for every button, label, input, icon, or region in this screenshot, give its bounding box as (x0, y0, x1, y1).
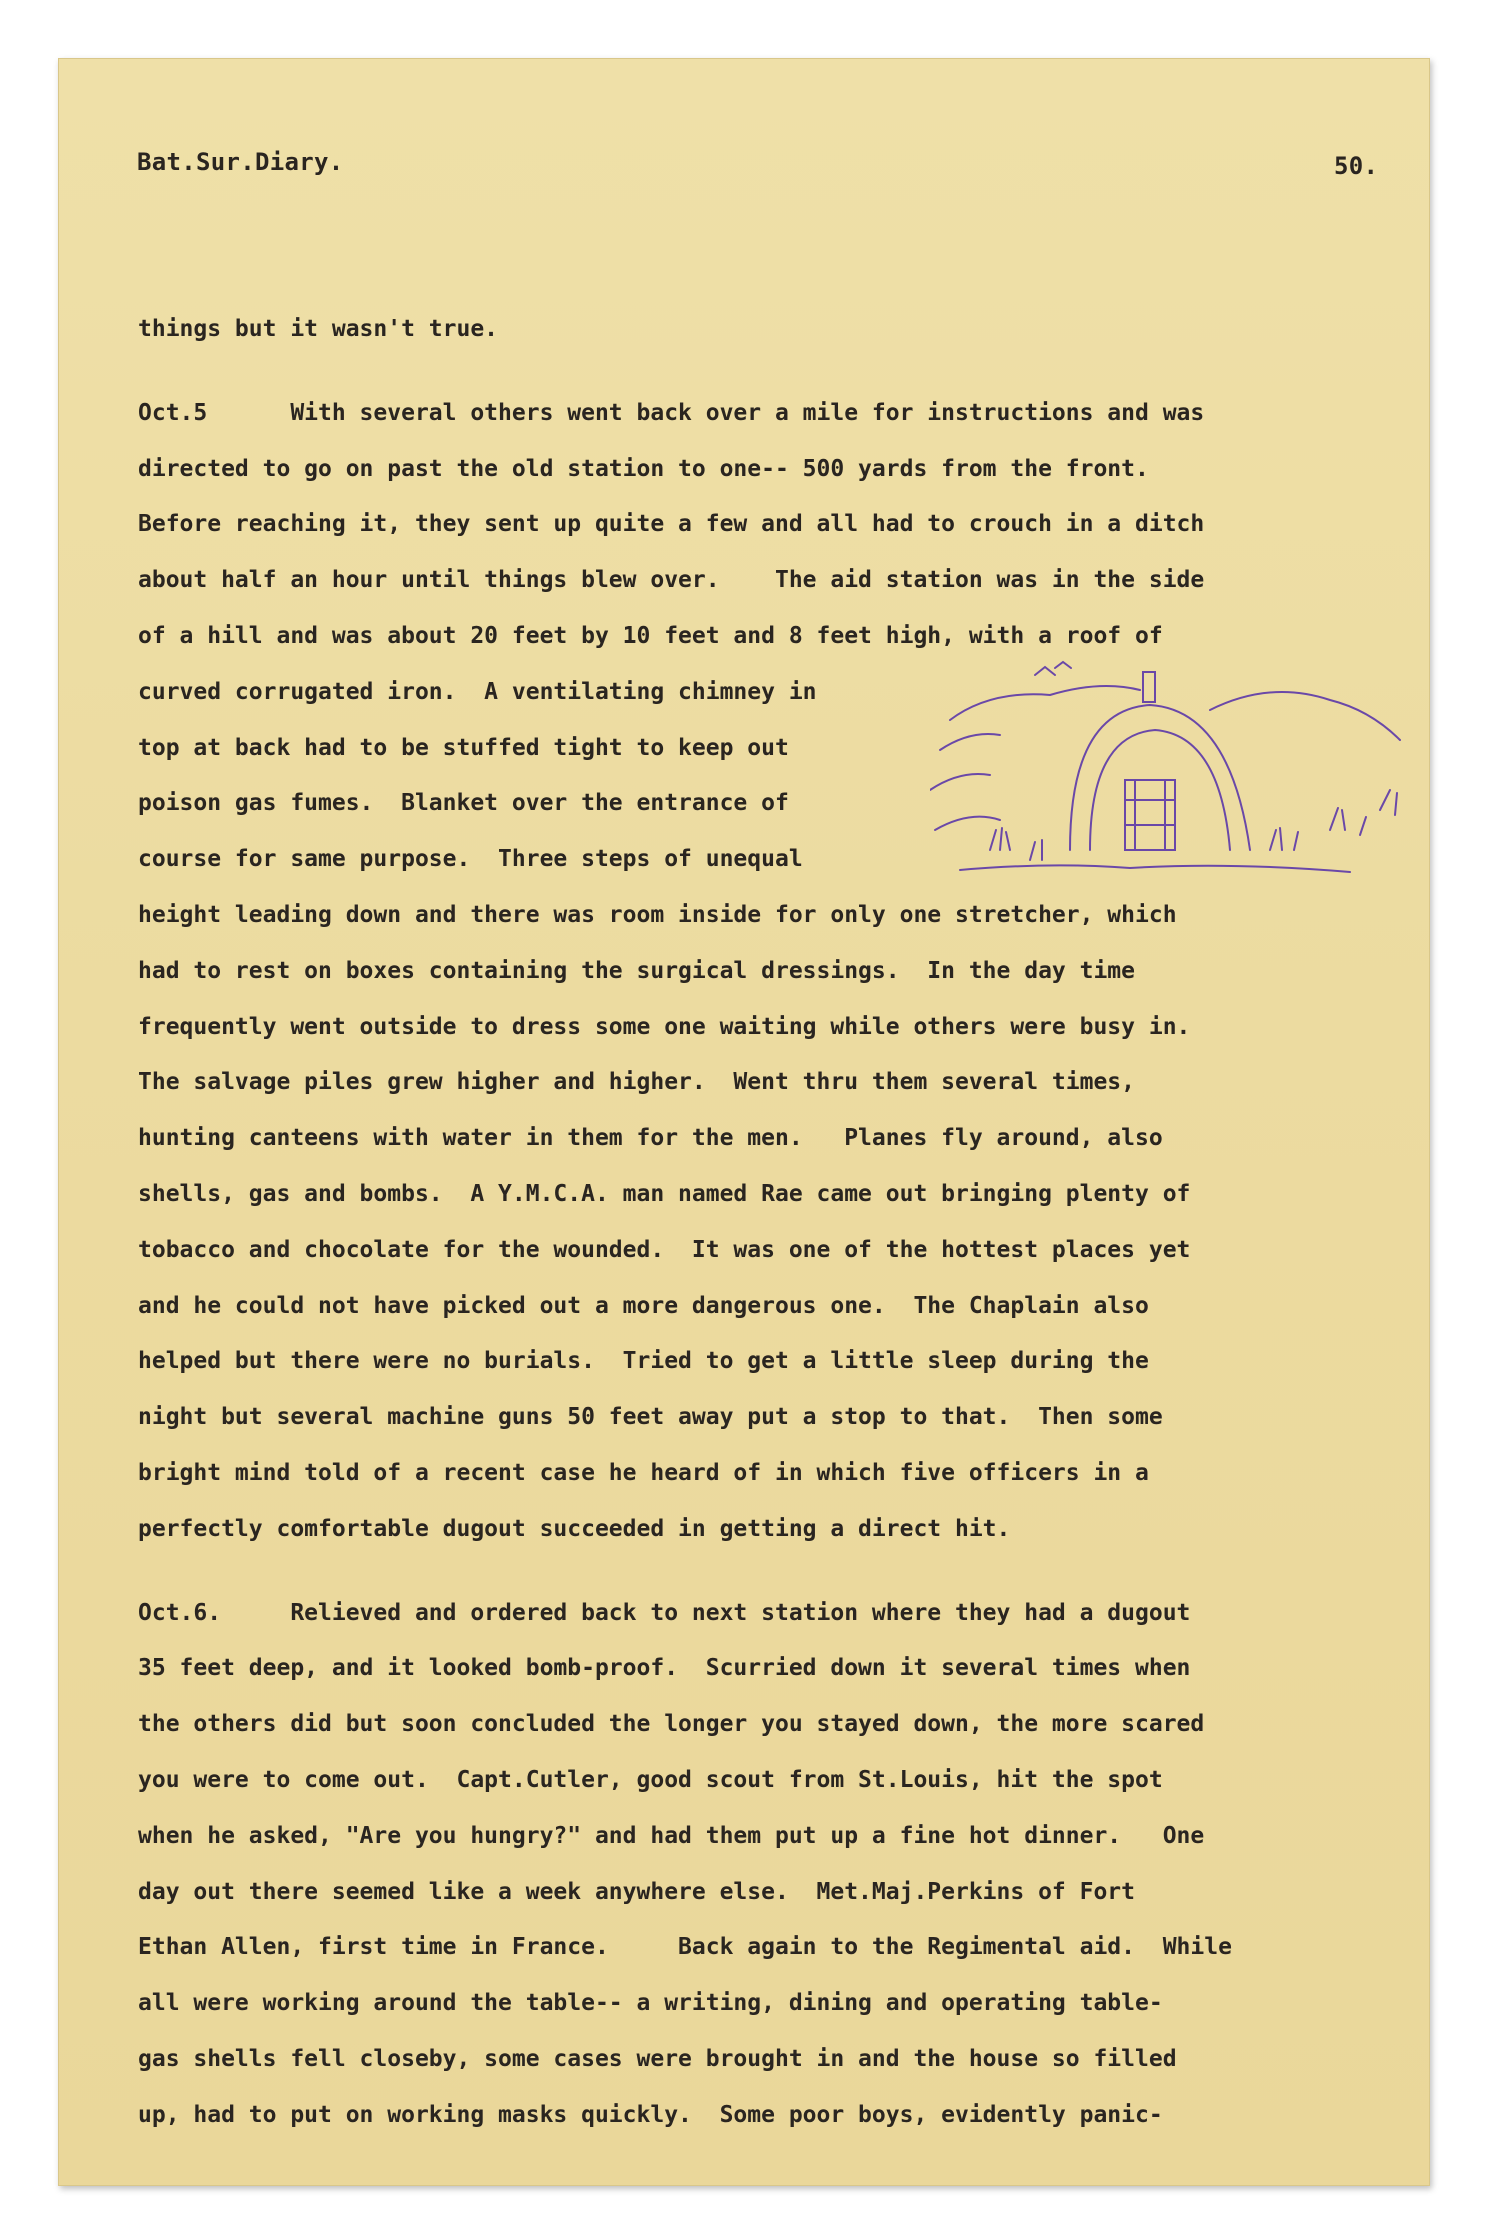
text-line: Before reaching it, they sent up quite a few and all had to crouch in a ditch (138, 511, 1205, 538)
text-line: night but several machine guns 50 feet away put a stop to that. Then some (138, 1404, 1163, 1431)
text-line: poison gas fumes. Blanket over the entrance of (138, 790, 789, 817)
text-line: perfectly comfortable dugout succeeded in getting a direct hit. (138, 1515, 1011, 1542)
text-line: The salvage piles grew higher and higher. Went thru them several times, (138, 1069, 1135, 1096)
text-line: you were to come out. Capt.Cutler, good scout from St.Louis, hit the spot (138, 1766, 1163, 1793)
text-line: all were working around the table-- a writing, dining and operating table- (138, 1990, 1163, 2017)
diary-body (138, 302, 1398, 2144)
text-line: curved corrugated iron. A ventilating chimney in (138, 678, 817, 705)
text-line: height leading down and there was room inside for only one stretcher, which (138, 901, 1177, 928)
paragraph-gap (138, 358, 1398, 386)
text-line: course for same purpose. Three steps of unequal (138, 846, 803, 873)
text-line: 35 feet deep, and it looked bomb-proof. Scurried down it several times when (138, 1655, 1191, 1682)
text-line: helped but there were no burials. Tried to get a little sleep during the (138, 1348, 1149, 1375)
text-line: tobacco and chocolate for the wounded. It was one of the hottest places yet (138, 1236, 1191, 1263)
text-line: directed to go on past the old station to one-- 500 yards from the front. (138, 455, 1149, 482)
text-line: top at back had to be stuffed tight to keep out (138, 734, 789, 761)
paragraph-oct-6 (138, 1586, 1398, 2144)
text-line: Oct.6. Relieved and ordered back to next station where they had a dugout (138, 1599, 1191, 1626)
page-number: 50. (1334, 152, 1379, 180)
text-line: frequently went outside to dress some one waiting while others were busy in. (138, 1013, 1191, 1040)
page-header-title: Bat.Sur.Diary. (137, 148, 344, 176)
text-line: day out there seemed like a week anywhere else. Met.Maj.Perkins of Fort (138, 1878, 1135, 1905)
text-line: gas shells fell closeby, some cases were brought in and the house so filled (138, 2045, 1177, 2072)
text-line: up, had to put on working masks quickly. Some poor boys, evidently panic- (138, 2101, 1163, 2128)
text-line: hunting canteens with water in them for the men. Planes fly around, also (138, 1125, 1163, 1152)
aid-station-sketch-icon (930, 650, 1430, 890)
text-line: of a hill and was about 20 feet by 10 feet and 8 feet high, with a roof of (138, 622, 1163, 649)
text-line: and he could not have picked out a more dangerous one. The Chaplain also (138, 1292, 1149, 1319)
paragraph-continuation (138, 302, 1398, 358)
text-line: when he asked, "Are you hungry?" and had them put up a fine hot dinner. One (138, 1822, 1205, 1849)
text-line: bright mind told of a recent case he heard of in which five officers in a (138, 1459, 1149, 1486)
paragraph-oct-5 (138, 386, 1398, 1558)
text-line: the others did but soon concluded the longer you stayed down, the more scared (138, 1711, 1205, 1738)
text-line: Ethan Allen, first time in France. Back again to the Regimental aid. While (138, 1934, 1232, 1961)
text-line: about half an hour until things blew over. The aid station was in the side (138, 567, 1205, 594)
paragraph-gap (138, 1558, 1398, 1586)
text-line: had to rest on boxes containing the surgical dressings. In the day time (138, 957, 1135, 984)
text-line: things but it wasn't true. (138, 316, 499, 342)
text-line: shells, gas and bombs. A Y.M.C.A. man named Rae came out bringing plenty of (138, 1180, 1191, 1207)
text-line: Oct.5 With several others went back over a mile for instructions and was (138, 399, 1205, 426)
